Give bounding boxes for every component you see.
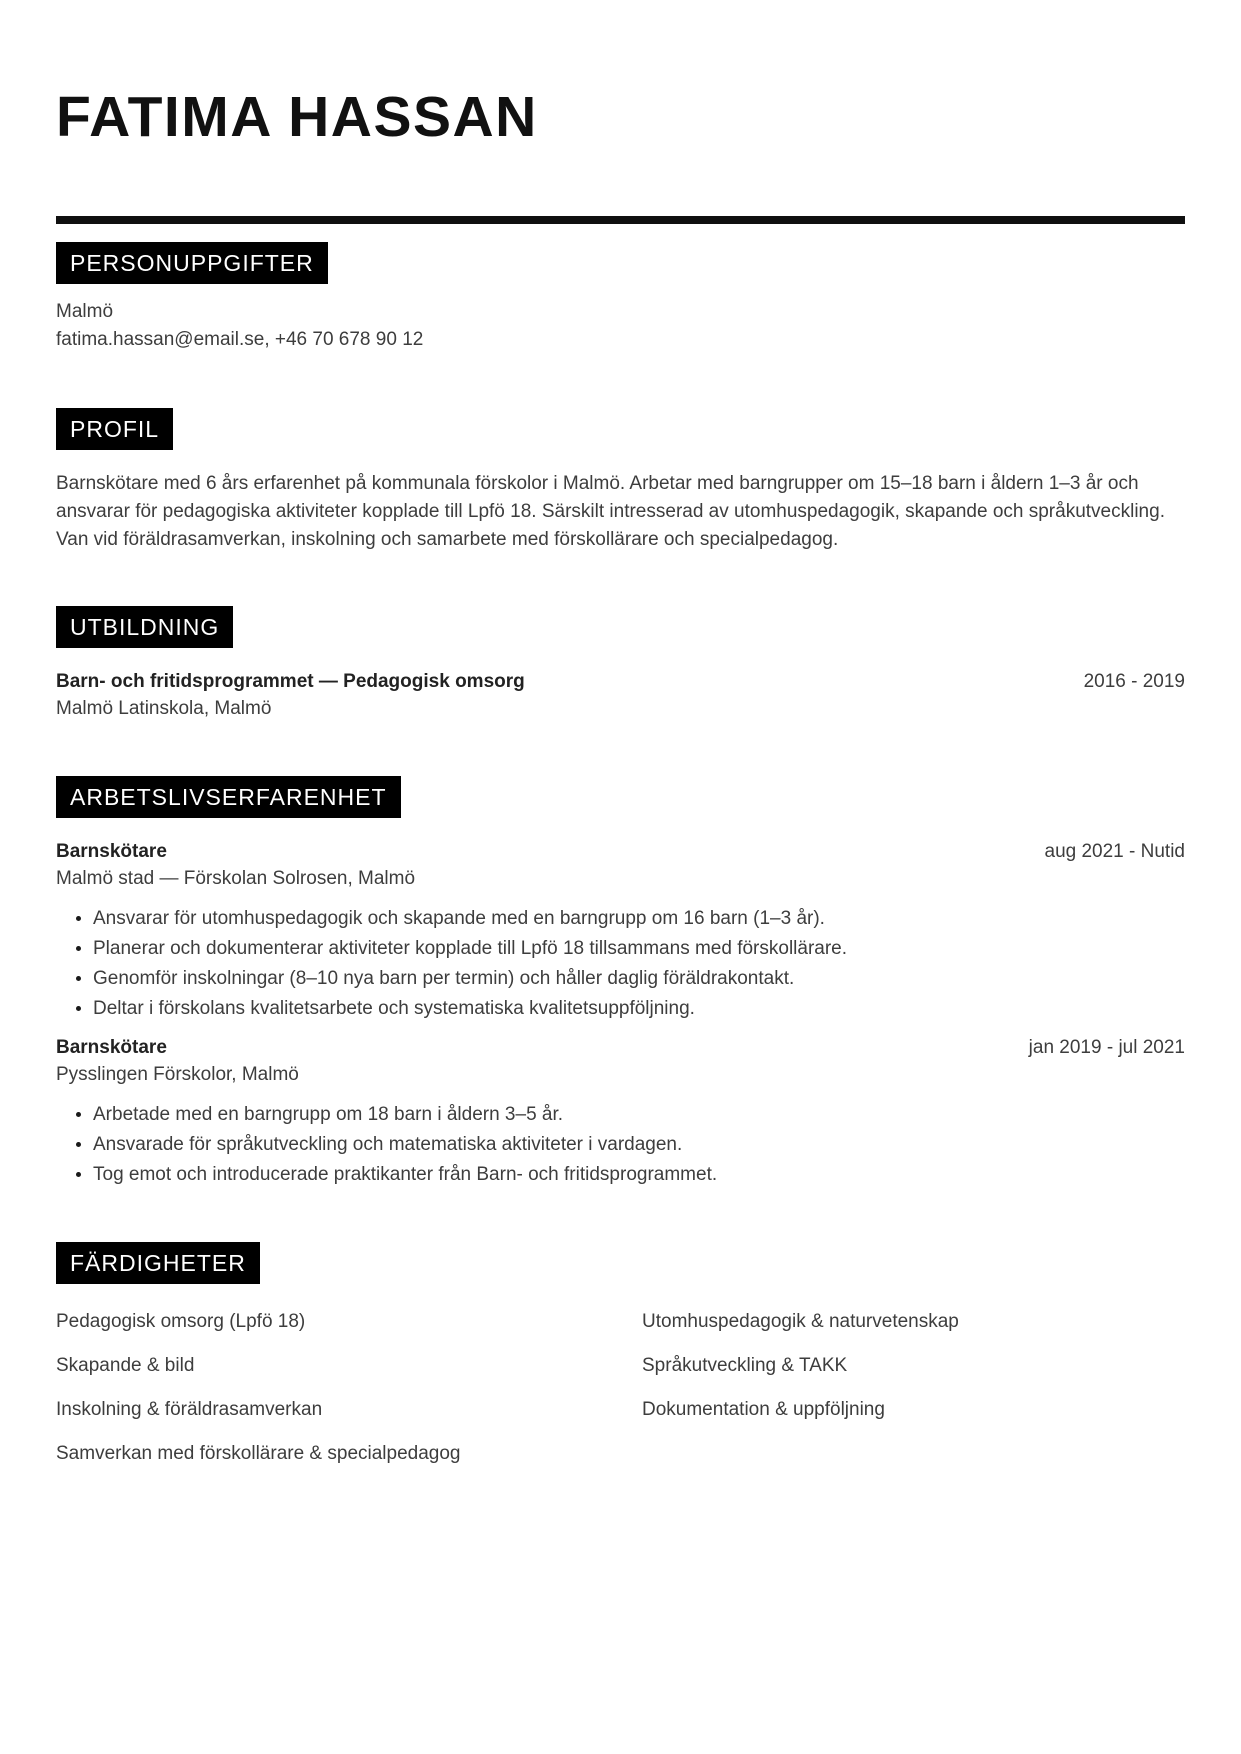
bullet-item: • Planerar och dokumenterar aktiviteter kopplade till Lpfö 18 tillsammans med förskollärare. <box>93 938 1185 960</box>
job-bullet-list <box>56 1104 1185 1186</box>
bullet-item: • Deltar i förskolans kvalitetsarbete och systematiska kvalitetsuppföljning. <box>93 998 1185 1020</box>
skill-item: Språkutveckling & TAKK <box>642 1354 848 1376</box>
education-school: Malmö Latinskola, Malmö <box>56 697 272 719</box>
section-title-personal: PERSONUPPGIFTER <box>56 242 328 284</box>
job-employer: Pysslingen Förskolor, Malmö <box>56 1063 299 1085</box>
bullet-item: • Tog emot och introducerade praktikanter från Barn- och fritidsprogrammet. <box>93 1164 1185 1186</box>
job-title: Barnskötare <box>56 1036 167 1058</box>
skill-item: Dokumentation & uppföljning <box>642 1398 885 1420</box>
page-title: FATIMA HASSAN <box>56 85 538 149</box>
skill-item: Utomhuspedagogik & naturvetenskap <box>642 1310 959 1332</box>
education-dates: 2016 - 2019 <box>1083 670 1185 692</box>
skills-grid <box>56 1308 1185 1468</box>
title-divider <box>56 216 1185 224</box>
skill-item: Samverkan med förskollärare & specialpedagog <box>56 1442 461 1464</box>
skill-item: Pedagogisk omsorg (Lpfö 18) <box>56 1310 306 1332</box>
bullet-item: • Arbetade med en barngrupp om 18 barn i åldern 3–5 år. <box>93 1104 1185 1126</box>
contact-block <box>56 298 1185 354</box>
skill-item: Skapande & bild <box>56 1354 195 1376</box>
job-bullet-list <box>56 908 1185 1020</box>
education-entry <box>56 668 1185 722</box>
bullet-item: • Genomför inskolningar (8–10 nya barn per termin) och håller daglig föräldrakontakt. <box>93 968 1185 990</box>
section-title-profile: PROFIL <box>56 408 173 450</box>
job-dates: aug 2021 - Nutid <box>1044 840 1185 862</box>
education-degree: Barn- och fritidsprogrammet — Pedagogisk omsorg <box>56 670 525 692</box>
contact-line: fatima.hassan@email.se, +46 70 678 90 12 <box>56 328 424 350</box>
job-title: Barnskötare <box>56 840 167 862</box>
job-dates: jan 2019 - jul 2021 <box>1028 1036 1185 1058</box>
profile-text: Barnskötare med 6 års erfarenhet på kommunala förskolor i Malmö. Arbetar med barngrupper om 15–18 barn i åldern 1–3 år och ansvarar för pedagogiska aktiviteter kopplade till Lpfö 18. Särskilt intresserad av utomhuspedagogik, skapande och språkutveckling. Van vid föräldrasamverkan, inskolning och samarbete med förskollärare och specialpedagog. <box>56 472 1165 550</box>
section-title-education: UTBILDNING <box>56 606 233 648</box>
contact-location: Malmö <box>56 300 114 322</box>
section-title-experience: ARBETSLIVSERFARENHET <box>56 776 401 818</box>
section-title-skills: FÄRDIGHETER <box>56 1242 260 1284</box>
skill-item: Inskolning & föräldrasamverkan <box>56 1398 323 1420</box>
experience-entry <box>56 838 1185 1020</box>
job-employer: Malmö stad — Förskolan Solrosen, Malmö <box>56 867 416 889</box>
bullet-item: • Ansvarade för språkutveckling och matematiska aktiviteter i vardagen. <box>93 1134 1185 1156</box>
bullet-item: • Ansvarar för utomhuspedagogik och skapande med en barngrupp om 16 barn (1–3 år). <box>93 908 1185 930</box>
experience-entry <box>56 1034 1185 1186</box>
